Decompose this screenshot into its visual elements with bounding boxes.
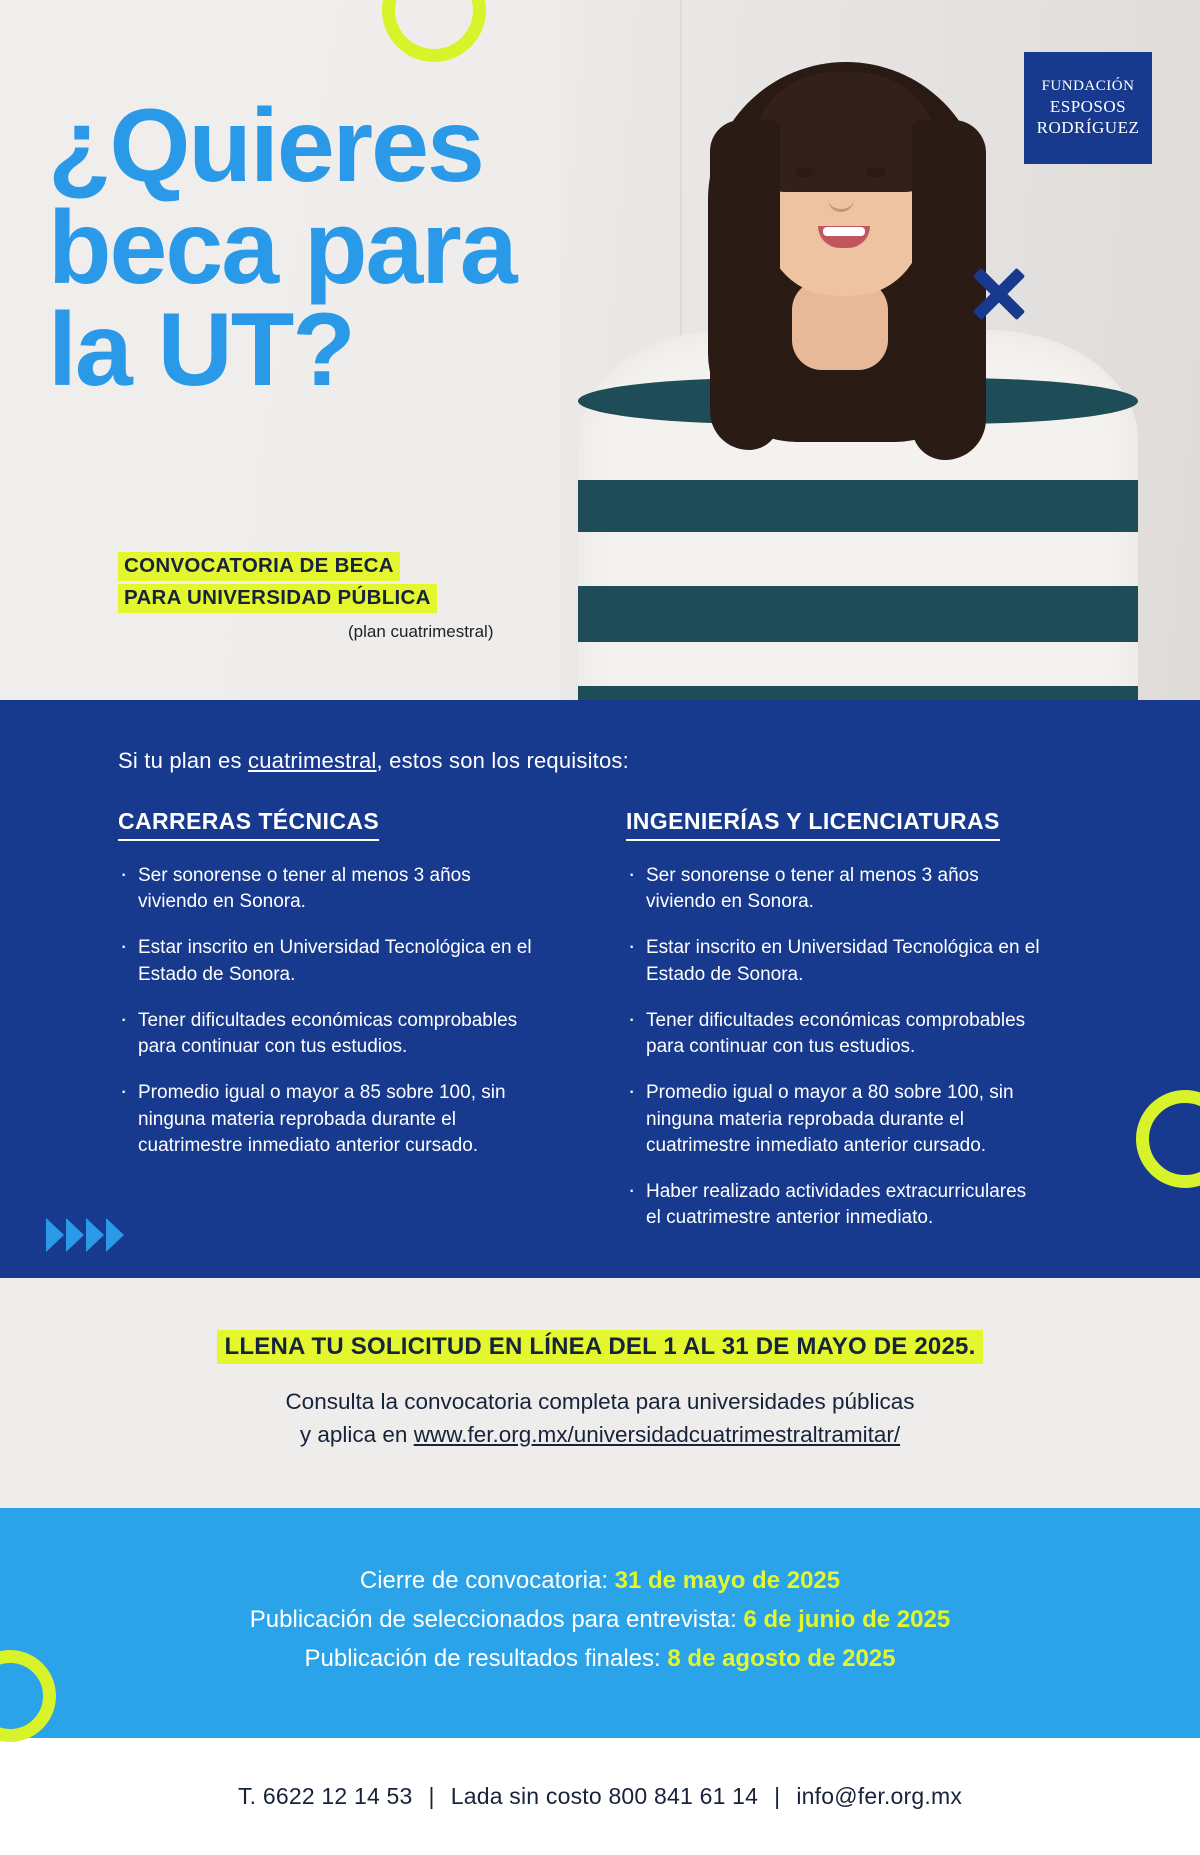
sweater-stripe	[578, 686, 1138, 700]
subtitle-line-2: PARA UNIVERSIDAD PÚBLICA	[118, 584, 437, 613]
logo-line-3: RODRÍGUEZ	[1036, 118, 1140, 138]
date-label: Publicación de resultados finales:	[304, 1644, 668, 1672]
headline-line-1: ¿Quieres	[48, 88, 483, 204]
footer-separator: |	[774, 1783, 781, 1809]
date-value: 31 de mayo de 2025	[614, 1567, 841, 1594]
date-label: Publicación de seleccionados para entrevista:	[249, 1605, 744, 1633]
date-row	[0, 1562, 1200, 1601]
headline-line-3: la UT?	[48, 291, 354, 408]
contact-footer	[0, 1738, 1200, 1855]
decorative-ring-top	[382, 0, 486, 62]
requirements-list	[626, 863, 1046, 1231]
footer-toll-free: Lada sin costo 800 841 61 14	[450, 1783, 759, 1809]
apply-deadline-highlight: LLENA TU SOLICITUD EN LÍNEA DEL 1 AL 31 DE MAYO DE 2025.	[217, 1330, 984, 1364]
list-item: · Tener dificultades económicas comprobables para continuar con tus estudios.	[118, 1008, 538, 1060]
footer-email[interactable]: info@fer.org.mx	[796, 1783, 963, 1809]
footer-phone: T. 6622 12 14 53	[237, 1783, 413, 1809]
requirements-section	[0, 700, 1200, 1278]
date-value: 8 de agosto de 2025	[667, 1644, 896, 1672]
list-item: · Haber realizado actividades extracurriculares el cuatrimestre anterior inmediato.	[626, 1179, 1046, 1231]
requirements-column-tecnicas	[118, 808, 538, 1251]
apply-text-line-1: Consulta la convocatoria completa para universidades públicas	[285, 1389, 915, 1414]
column-title: CARRERAS TÉCNICAS	[118, 808, 379, 841]
list-item: · Promedio igual o mayor a 80 sobre 100, sin ninguna materia reprobada durante el cuatrimestre inmediato anterior cursado.	[626, 1080, 1046, 1159]
list-item: · Estar inscrito en Universidad Tecnológica en el Estado de Sonora.	[118, 935, 538, 987]
list-item: · Estar inscrito en Universidad Tecnológica en el Estado de Sonora.	[626, 935, 1046, 987]
date-label: Cierre de convocatoria:	[359, 1567, 615, 1594]
subtitle-note: (plan cuatrimestral)	[348, 622, 494, 641]
hair-left	[710, 120, 780, 450]
foundation-logo	[1024, 52, 1152, 164]
list-item: · Ser sonorense o tener al menos 3 años viviendo en Sonora.	[626, 863, 1046, 915]
hero-section	[0, 0, 1200, 700]
sweater-stripe	[578, 480, 1138, 532]
date-value: 6 de junio de 2025	[743, 1605, 951, 1633]
column-title: INGENIERÍAS Y LICENCIATURAS	[626, 808, 1000, 841]
list-item: · Promedio igual o mayor a 85 sobre 100, sin ninguna materia reprobada durante el cuatrimestre inmediato anterior cursado.	[118, 1080, 538, 1159]
intro-underlined: cuatrimestral	[248, 748, 377, 773]
eye-right	[866, 168, 886, 177]
intro-before: Si tu plan es	[118, 748, 248, 773]
chevron-decoration-icon	[46, 1218, 124, 1252]
dates-section	[0, 1508, 1200, 1738]
page-title	[48, 88, 516, 408]
requirements-intro	[118, 748, 629, 774]
date-row	[0, 1601, 1200, 1640]
list-item: · Tener dificultades económicas comprobables para continuar con tus estudios.	[626, 1008, 1046, 1060]
requirements-list	[118, 863, 538, 1159]
apply-url-link[interactable]: www.fer.org.mx/universidadcuatrimestraltramitar/	[413, 1421, 901, 1447]
requirements-columns	[118, 808, 1098, 1251]
logo-line-2: ESPOSOS	[1049, 97, 1127, 117]
list-item: · Ser sonorense o tener al menos 3 años viviendo en Sonora.	[118, 863, 538, 915]
headline-line-2: beca para	[48, 189, 516, 306]
apply-text-line-2: y aplica en	[299, 1421, 414, 1447]
footer-separator: |	[428, 1783, 435, 1809]
subtitle-line-1: CONVOCATORIA DE BECA	[118, 552, 400, 581]
logo-line-1: FUNDACIÓN	[1041, 78, 1135, 95]
intro-after: , estos son los requisitos:	[376, 748, 629, 773]
date-row	[0, 1640, 1200, 1679]
apply-instructions	[0, 1386, 1200, 1451]
requirements-column-ingenierias	[626, 808, 1046, 1251]
x-decoration-icon	[968, 262, 1030, 324]
sweater-stripe	[578, 586, 1138, 642]
subtitle-block	[118, 552, 494, 642]
eye-left	[796, 168, 816, 177]
apply-section	[0, 1278, 1200, 1508]
